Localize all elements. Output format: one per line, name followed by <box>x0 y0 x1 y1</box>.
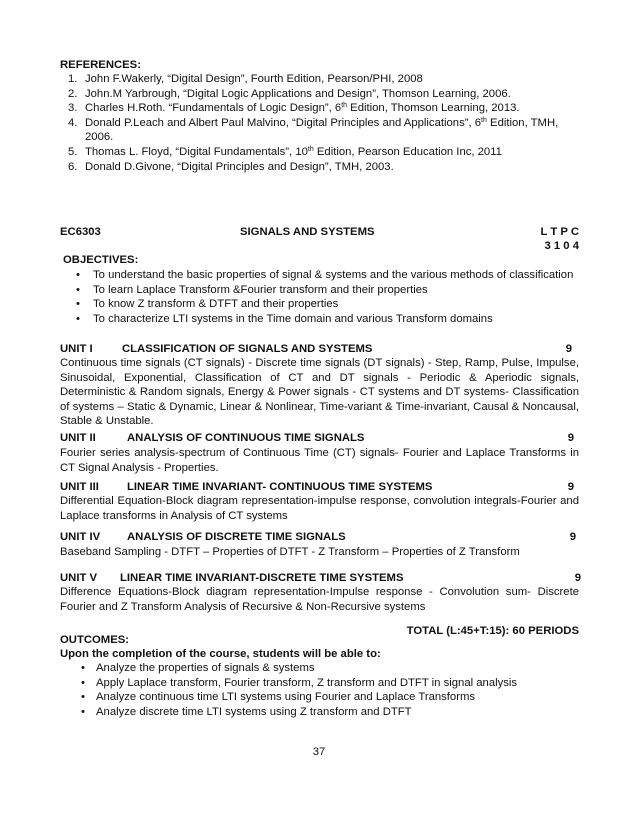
outcomes-list <box>60 661 579 719</box>
unit-title: CLASSIFICATION OF SIGNALS AND SYSTEMS <box>122 343 373 355</box>
unit-body: Difference Equations-Block diagram representation-Impulse response - Convolution sum- Discrete Fourier and Z Transform Analysis of Recursive & Non-Recursive systems <box>60 586 579 613</box>
outcome-item: • Apply Laplace transform, Fourier transform, Z transform and DTFT in signal analysis <box>81 676 518 689</box>
reference-item: 5. Thomas L. Floyd, “Digital Fundamentals”, 10th Edition, Pearson Education Inc, 2011 <box>68 145 502 158</box>
unit-code: UNIT II <box>60 432 96 444</box>
references-list <box>60 72 579 174</box>
unit-heading <box>60 571 579 586</box>
unit-hours: 9 <box>565 343 572 355</box>
reference-item: 1. John F.Wakerly, “Digital Design”, Fourth Edition, Pearson/PHI, 2008 <box>68 73 423 85</box>
objective-item: • To understand the basic properties of signal & systems and the various methods of classification <box>76 269 574 281</box>
outcomes-heading: OUTCOMES: <box>60 634 130 646</box>
ltpc-label: L T P C <box>540 226 579 238</box>
objective-item: • To know Z transform & DTFT and their properties <box>76 298 339 311</box>
objective-item: • To characterize LTI systems in the Time domain and various Transform domains <box>76 312 493 325</box>
outcomes-intro: Upon the completion of the course, students will be able to: <box>60 648 381 660</box>
objectives-list <box>63 268 579 326</box>
unit-code: UNIT I <box>60 343 93 355</box>
unit-heading <box>60 431 579 446</box>
reference-item: 2. John.M Yarbrough, “Digital Logic Applications and Design”, Thomson Learning, 2006. <box>68 87 511 100</box>
course-code: EC6303 <box>60 226 101 238</box>
unit-code: UNIT IV <box>60 531 101 543</box>
ltpc-values: 3 1 0 4 <box>544 240 579 252</box>
objective-item: • To learn Laplace Transform &Fourier transform and their properties <box>76 283 428 296</box>
unit-title: ANALYSIS OF CONTINUOUS TIME SIGNALS <box>127 432 365 444</box>
unit-title: ANALYSIS OF DISCRETE TIME SIGNALS <box>127 531 346 543</box>
reference-item: 3. Charles H.Roth. “Fundamentals of Logic Design”, 6th Edition, Thomson Learning, 2013. <box>68 102 520 115</box>
reference-item: 6. Donald D.Givone, “Digital Principles and Design”, TMH, 2003. <box>68 160 394 173</box>
page-number: 37 <box>312 746 326 758</box>
unit-body: Continuous time signals (CT signals) - Discrete time signals (DT signals) - Step, Ramp, Pulse, Impulse, Sinusoidal, Exponential, Classification of CT and DT signals - Periodic & Aperiodic signals, Deterministic & Random signals, Energy & Power signals - CT systems and DT systems- Classification of systems – Static & Dynamic, Linear & Nonlinear, Time-variant & Time-invariant, Causal & Noncausal, Stable & Unstable. <box>60 357 579 428</box>
unit-body: Differential Equation-Block diagram representation-impulse response, convolution integrals-Fourier and Laplace transforms in Analysis of CT systems <box>60 495 579 522</box>
unit-body: Baseband Sampling - DTFT – Properties of DTFT - Z Transform – Properties of Z Transform <box>60 546 520 558</box>
unit-title: LINEAR TIME INVARIANT- CONTINUOUS TIME SYSTEMS <box>127 481 433 493</box>
unit-hours: 9 <box>569 531 576 543</box>
unit-heading <box>60 342 579 357</box>
reference-item: 4. Donald P.Leach and Albert Paul Malvino, “Digital Principles and Applications”, 6th Edition, TMH, 2006. <box>68 116 559 144</box>
unit-code: UNIT V <box>60 572 98 584</box>
references-heading: REFERENCES: <box>60 59 141 71</box>
course-title: SIGNALS AND SYSTEMS <box>240 226 375 238</box>
outcome-item: • Analyze the properties of signals & systems <box>81 662 315 674</box>
unit-body: Fourier series analysis-spectrum of Continuous Time (CT) signals- Fourier and Laplace Transforms in CT Signal Analysis - Properties. <box>60 447 579 474</box>
unit-code: UNIT III <box>60 481 99 493</box>
unit-hours: 9 <box>567 432 574 444</box>
unit-heading <box>60 480 579 495</box>
unit-hours: 9 <box>574 572 581 584</box>
unit-title: LINEAR TIME INVARIANT-DISCRETE TIME SYSTEMS <box>120 572 404 584</box>
total-periods: TOTAL (L:45+T:15): 60 PERIODS <box>406 625 579 637</box>
outcome-item: • Analyze discrete time LTI systems using Z transform and DTFT <box>81 705 412 718</box>
unit-heading <box>60 530 579 545</box>
outcome-item: • Analyze continuous time LTI systems using Fourier and Laplace Transforms <box>81 691 476 704</box>
unit-hours: 9 <box>567 481 574 493</box>
objectives-heading: OBJECTIVES: <box>63 254 139 266</box>
